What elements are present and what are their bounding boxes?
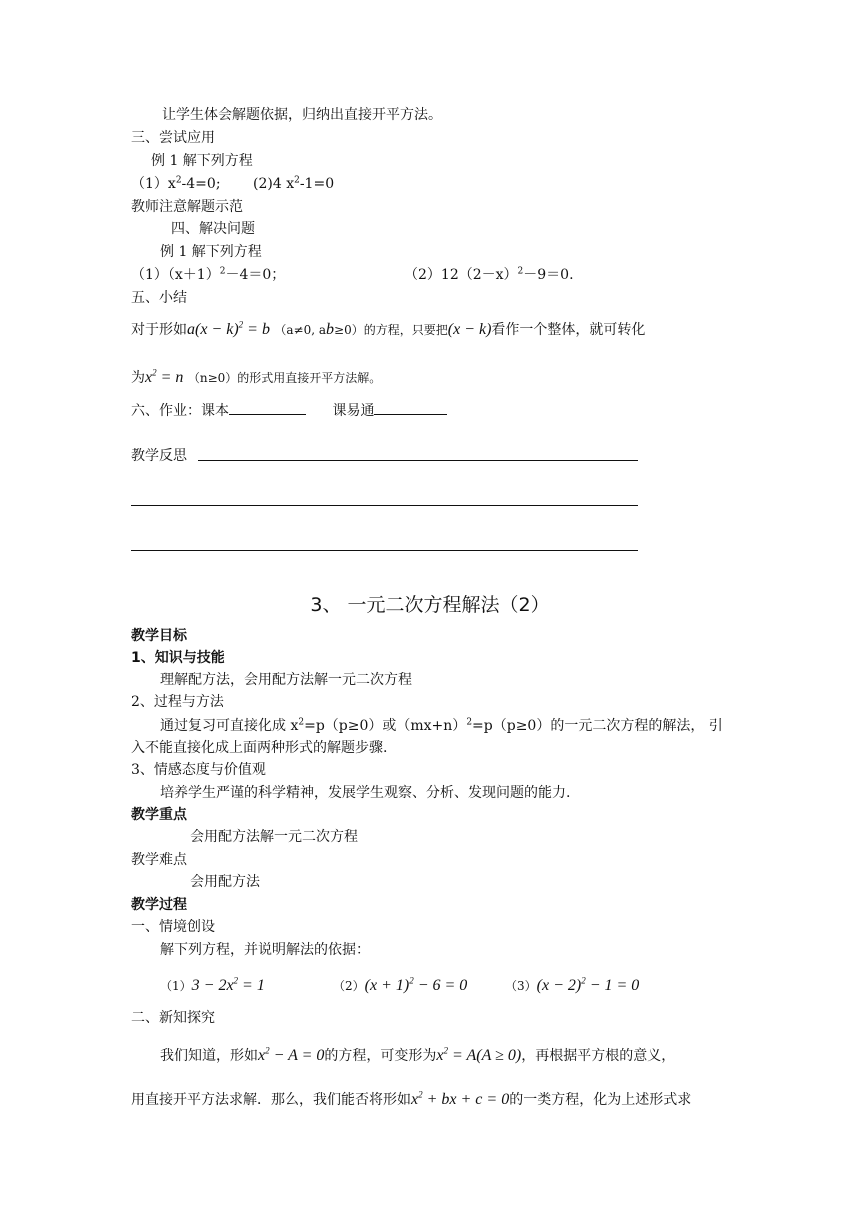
formula-part: 3 − 2x	[191, 977, 234, 994]
text-part: （a≠0, a	[274, 323, 327, 337]
formula	[436, 1047, 521, 1064]
section-heading: 2、过程与方法	[131, 694, 224, 710]
section-heading: 一、情境创设	[131, 919, 215, 935]
section-heading: 3、情感态度与价值观	[131, 762, 266, 778]
text-part: （n≥0）的形式用直接开平方法解。	[187, 371, 382, 385]
formula: b	[326, 321, 335, 338]
text-line	[160, 1046, 675, 1066]
eq-part: －4＝0；	[225, 267, 286, 283]
section-heading: 四、解决问题	[171, 221, 255, 237]
text-part: 的方程，可变形为	[324, 1048, 437, 1064]
eq-part: （2）12（2－x）	[404, 267, 518, 283]
equation-item	[505, 976, 639, 996]
blank-line	[229, 400, 306, 415]
formula-part: − 1 = 0	[585, 977, 640, 994]
equation-line	[131, 174, 334, 194]
section-heading: 教学过程	[131, 897, 187, 913]
formula	[145, 369, 183, 386]
text-part: 对于形如	[131, 322, 187, 338]
eq-part: -1=0	[299, 176, 335, 192]
section-heading: 三、尝试应用	[131, 130, 215, 146]
text-line: 会用配方法	[190, 874, 260, 890]
exponent: 2	[466, 717, 473, 728]
exponent: 2	[418, 1089, 423, 1100]
text-part: 为	[131, 370, 145, 386]
formula	[537, 977, 640, 994]
exponent: 2	[238, 319, 244, 330]
text-part: ，再根据平方根的意义，	[521, 1048, 676, 1064]
exponent: 2	[294, 175, 300, 186]
text-part: =p（p≥0）或（mx+n）	[304, 718, 467, 734]
text-line: 解下列方程，并说明解法的依据：	[160, 942, 370, 958]
text-part: 用直接开平方法求解．那么，我们能否将形如	[131, 1092, 411, 1108]
formula	[192, 977, 265, 994]
formula-part: − 6 = 0	[413, 977, 468, 994]
formula-part: x	[411, 1091, 419, 1108]
formula-part: x	[436, 1047, 444, 1064]
eq-part: （1）（x＋1）	[131, 267, 220, 283]
item-number: （3）	[505, 979, 537, 993]
example-label: 例 1 解下列方程	[160, 244, 262, 260]
section-heading: 二、新知探究	[131, 1010, 215, 1026]
homework-label: 课易通	[332, 403, 375, 419]
text-line: 入不能直接化成上面两种形式的解题步骤.	[131, 740, 388, 756]
section-heading: 1、知识与技能	[131, 650, 225, 666]
text-part: ≥0）的方程，只要把	[334, 323, 448, 337]
formula-part: − A = 0	[269, 1047, 325, 1064]
text-part: 的一类方程，化为上述形式求	[509, 1092, 692, 1108]
formula-part: + bx + c = 0	[422, 1091, 510, 1108]
exponent: 2	[233, 975, 239, 986]
formula: (x − k)	[447, 321, 492, 338]
summary-line	[131, 320, 645, 340]
formula	[365, 977, 468, 994]
exponent: 2	[265, 1045, 270, 1056]
exponent: 2	[581, 975, 586, 986]
text-part: 通过复习可直接化成 x	[160, 718, 299, 734]
section-heading: 五、小结	[131, 290, 187, 306]
equation-line	[131, 265, 285, 285]
formula-part: x	[145, 369, 153, 386]
eq-part: -4=0;	[181, 176, 221, 192]
reflection-label: 教学反思	[131, 448, 187, 464]
section-heading: 教学难点	[131, 852, 187, 868]
reflection-line	[131, 550, 638, 551]
exponent: 2	[517, 266, 524, 277]
equation-line	[404, 265, 574, 285]
exponent: 2	[298, 717, 305, 728]
reflection-line	[131, 505, 638, 506]
text-line: 理解配方法，会用配方法解一元二次方程	[160, 672, 412, 688]
text-line: 让学生体会解题依据，归纳出直接开平方法。	[162, 107, 442, 123]
formula-part: = n	[156, 369, 184, 386]
exponent: 2	[152, 367, 157, 378]
eq-part: －9＝0.	[523, 267, 574, 283]
text-line: 会用配方法解一元二次方程	[190, 829, 358, 845]
exponent: 2	[443, 1045, 449, 1056]
text-part: 我们知道，形如	[160, 1048, 258, 1064]
example-label: 例 1 解下列方程	[151, 153, 253, 169]
summary-line	[131, 368, 381, 388]
item-number: （2）	[333, 979, 365, 993]
formula-part: = b	[243, 321, 270, 338]
formula-part: a(x − k)	[187, 321, 239, 338]
equation-item	[333, 976, 467, 996]
formula-part: (x + 1)	[364, 977, 410, 994]
formula	[411, 1091, 509, 1108]
text-line	[131, 1090, 691, 1110]
text-line: 培养学生严谨的科学精神，发展学生观察、分析、发现问题的能力.	[160, 785, 571, 801]
section-heading: 教学目标	[131, 628, 187, 644]
text-line	[160, 716, 723, 736]
equation-item	[160, 976, 265, 996]
text-part: 看作一个整体，就可转化	[491, 322, 646, 338]
homework-line	[131, 400, 447, 421]
text-line: 教师注意解题示范	[131, 199, 243, 215]
formula	[258, 1047, 324, 1064]
blank-line	[374, 400, 447, 415]
text-part: =p（p≥0）的一元二次方程的解法， 引	[472, 718, 723, 734]
homework-label: 六、作业：课本	[131, 403, 229, 419]
reflection-line	[198, 460, 638, 461]
formula-part: = 1	[238, 977, 265, 994]
page-title: 3、 一元二次方程解法（2）	[310, 594, 550, 616]
formula	[187, 321, 270, 338]
exponent: 2	[175, 175, 182, 186]
eq-part: （1）x	[131, 176, 176, 192]
item-number: （1）	[160, 979, 192, 993]
eq-part: (2)4 x	[253, 176, 295, 192]
exponent: 2	[219, 266, 226, 277]
section-heading: 教学重点	[131, 807, 187, 823]
formula-part: (x − 2)	[536, 977, 582, 994]
formula-part: = A(A ≥ 0)	[448, 1047, 522, 1064]
formula-part: x	[258, 1047, 266, 1064]
exponent: 2	[409, 975, 414, 986]
